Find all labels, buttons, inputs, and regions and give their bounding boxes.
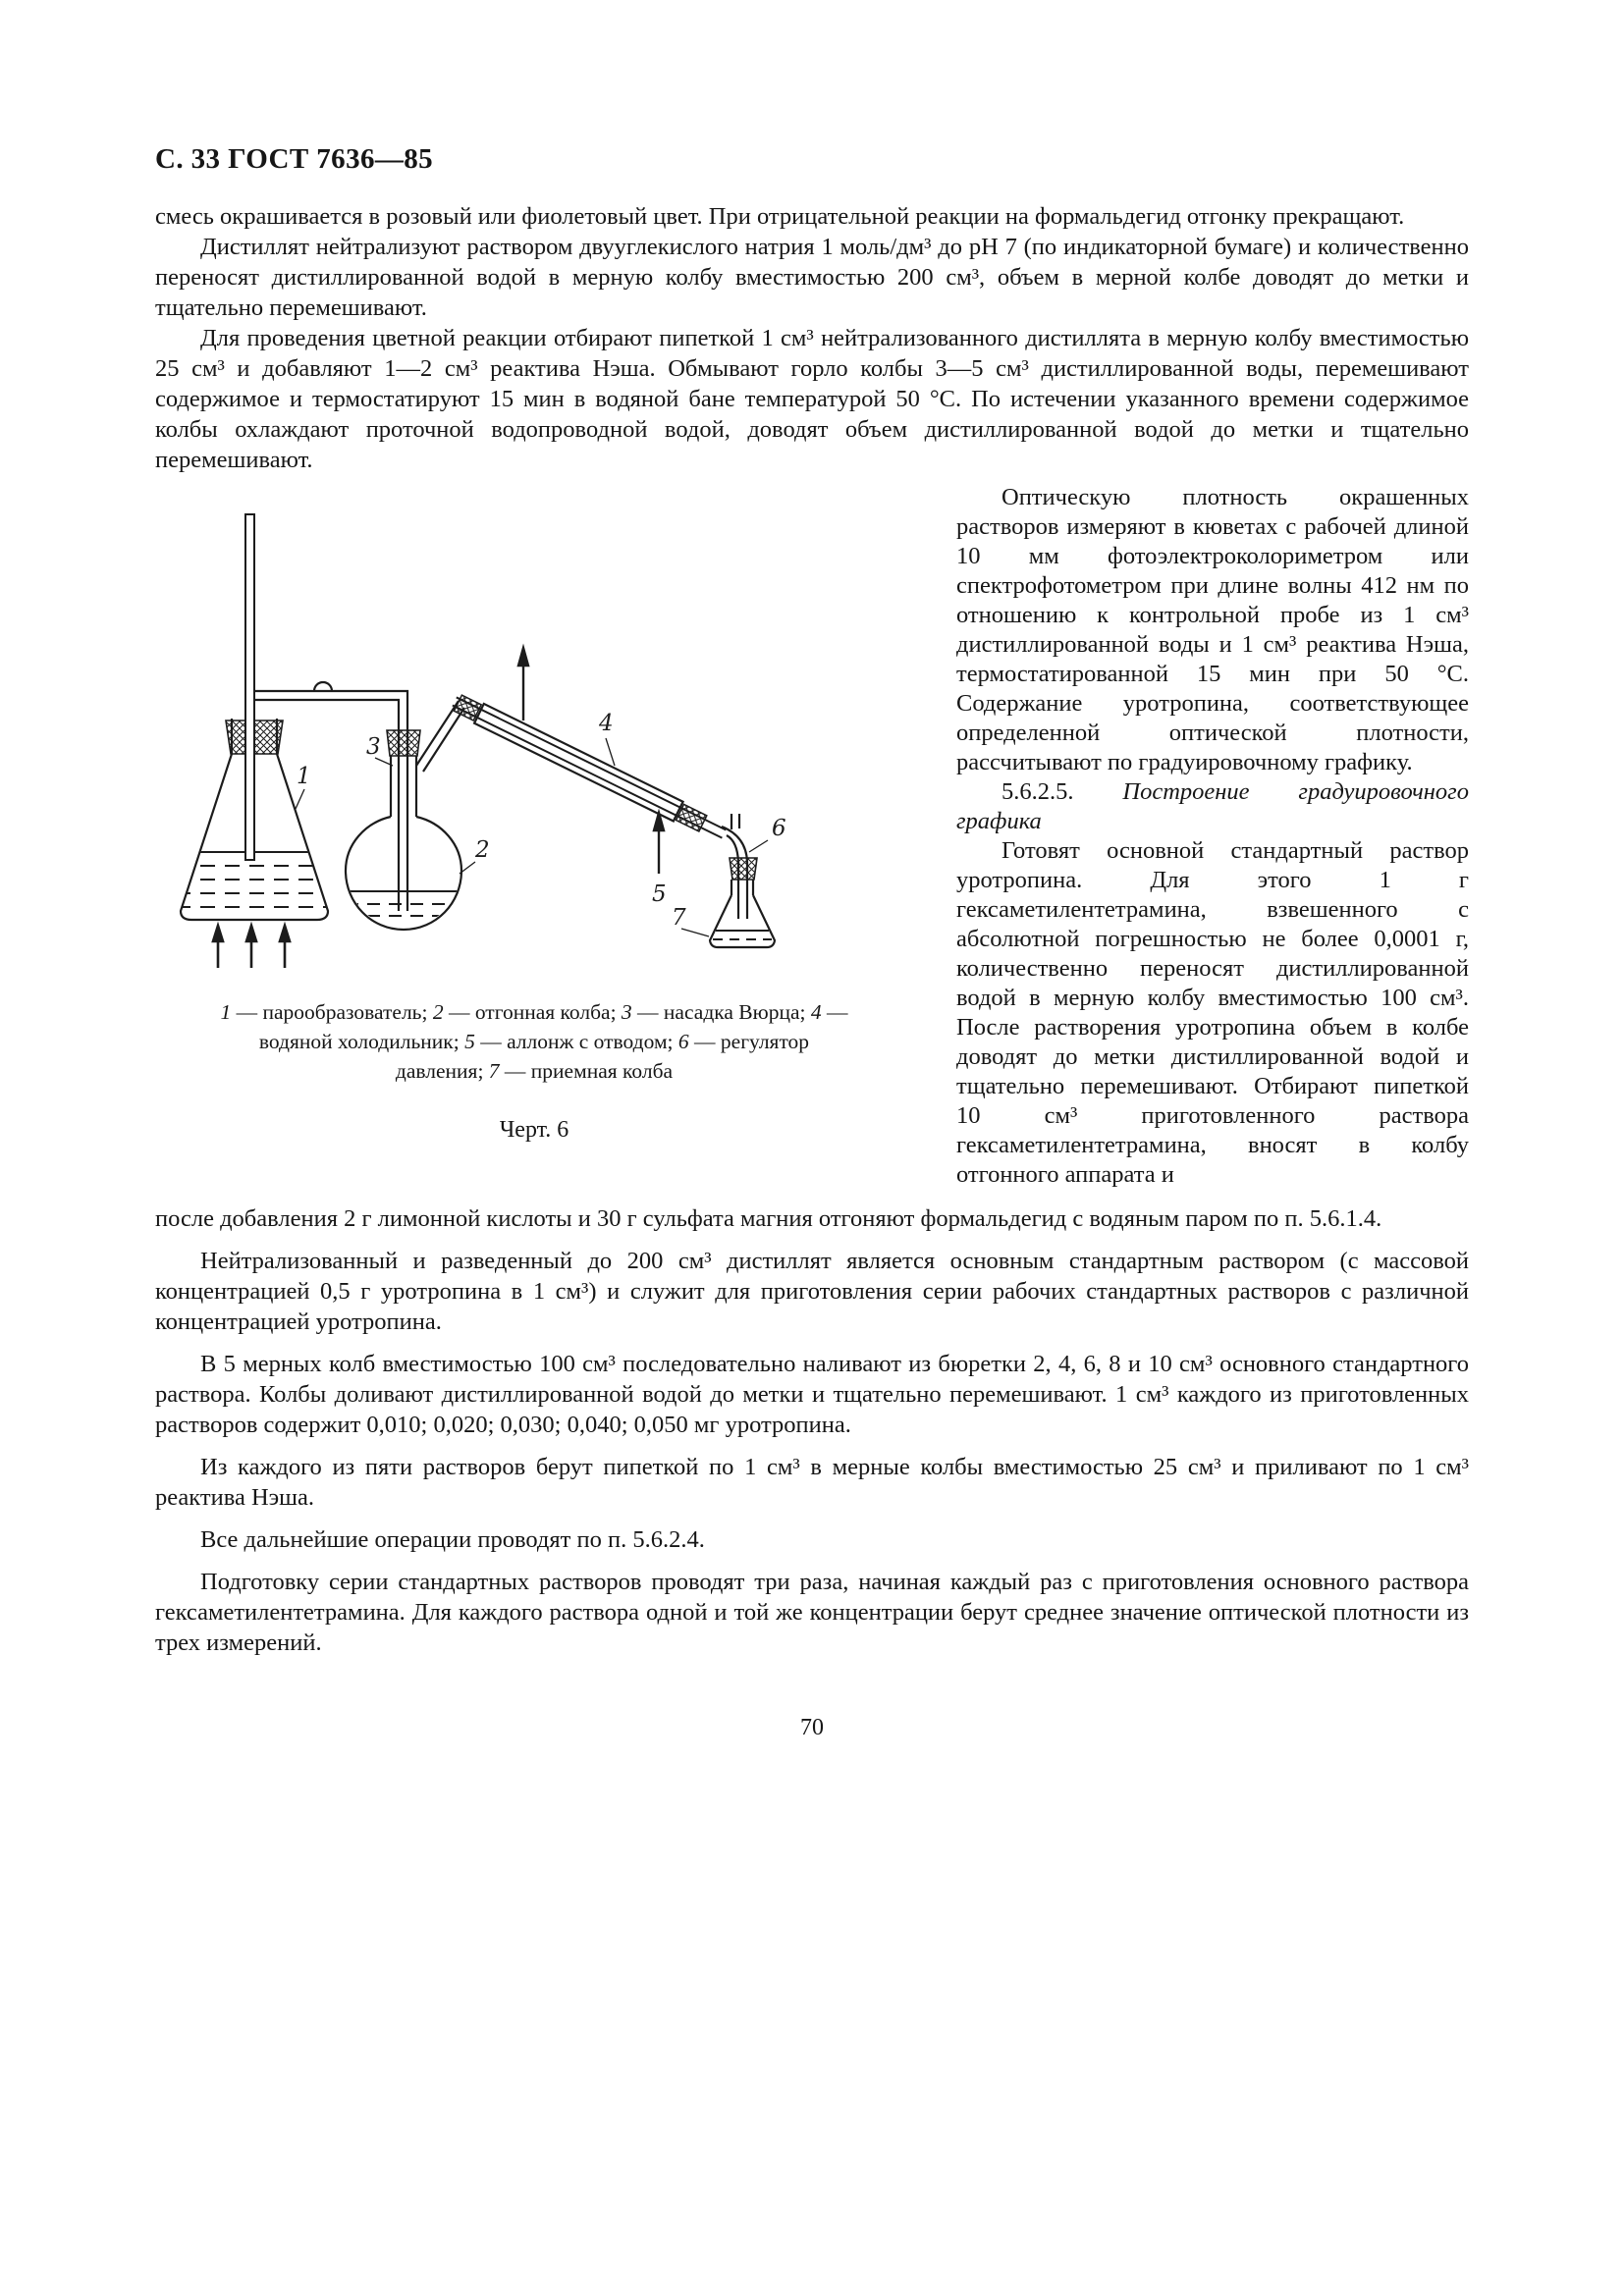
allonge-arrow-icon	[654, 813, 664, 874]
figure-legend: 1 — парообразователь; 2 — отгонная колба; 3 — насадка Вюрца; 4 — водяной холодильник; 5 — аллонж с отводом; 6 — регулятор давления; 7 — приемная колба	[220, 1000, 848, 1083]
paragraph-lower-5: Все дальнейшие операции проводят по п. 5.6.2.4.	[200, 1526, 705, 1553]
paragraph-right-2: Готовят основной стандартный раствор уротропина. Для этого 1 г гексаметилентетрамина, взвешенного с абсолютной погрешностью не более 0,0001 г, количественно переносят дистиллированной водой в мерную колбу вместимостью 100 см³. После растворения уротропина объем в колбе доводят до метки дистиллированной водой и тщательно перемешивают. Отбирают пипеткой 10 см³ приготовленного раствора гексаметилентетрамина, вносят в колбу отгонного аппарата и	[956, 837, 1469, 1188]
paragraph-lower-1: после добавления 2 г лимонной кислоты и 30 г сульфата магния отгоняют формальдегид с водяным паром по п. 5.6.1.4.	[155, 1205, 1382, 1232]
figure-label-5: 5	[652, 881, 667, 907]
page-header: С. 33 ГОСТ 7636—85	[155, 143, 434, 175]
clause-number: 5.6.2.5.	[1001, 778, 1074, 805]
heat-arrows-icon	[213, 926, 290, 968]
paragraph-lower-6: Подготовку серии стандартных растворов проводят три раза, начиная каждый раз с приготовления основного раствора гексаметилентетрамина. Для каждого раствора одной и той же концентрации берут среднее значение оптической плотности из трех измерений.	[155, 1569, 1469, 1656]
steam-tube	[254, 682, 407, 911]
paragraph-intro-2: Дистиллят нейтрализуют раствором двууглекислого натрия 1 моль/дм³ до рН 7 (по индикаторной бумаге) и количественно переносят дистиллированной водой в мерную колбу вместимостью 200 см³, объем в мерной колбе доводят до метки и тщательно перемешивают.	[155, 234, 1469, 321]
figure-label-4: 4	[599, 711, 614, 736]
paragraph-lower-2: Нейтрализованный и разведенный до 200 см³ дистиллят является основным стандартным раствором (с массовой концентрацией 0,5 г уротропина в 1 см³) и служит для приготовления серии рабочих стандартных растворов с различной концентрацией уротропина.	[155, 1248, 1469, 1335]
paragraph-lower-3: В 5 мерных колб вместимостью 100 см³ последовательно наливают из бюретки 2, 4, 6, 8 и 10 см³ основного стандартного раствора. Колбы доливают дистиллированной водой до метки и тщательно перемешивают. 1 см³ каждого из приготовленных растворов содержит 0,010; 0,020; 0,030; 0,040; 0,050 мг уротропина.	[155, 1351, 1469, 1438]
water-condenser	[450, 648, 729, 843]
paragraph-lower-4: Из каждого из пяти растворов берут пипеткой по 1 см³ в мерные колбы вместимостью 25 см³ и приливают по 1 см³ реактива Нэша.	[155, 1454, 1469, 1511]
figure-number: Черт. 6	[499, 1117, 569, 1143]
figure-label-1: 1	[297, 764, 311, 789]
right-column	[956, 483, 1469, 1190]
figure-and-text-region	[155, 483, 1469, 1190]
steam-generator-flask	[176, 514, 333, 920]
figure-leader-lines	[296, 738, 768, 936]
figure-label-6: 6	[772, 816, 786, 841]
receiving-flask	[710, 858, 775, 947]
paragraph-intro-1: смесь окрашивается в розовый или фиолетовый цвет. При отрицательной реакции на формальдегид отгонку прекращают.	[155, 203, 1405, 230]
clause-title: Построение градуировочного графика	[956, 778, 1469, 834]
clause-heading	[956, 777, 1469, 836]
figure-label-7: 7	[672, 905, 686, 931]
page-number: 70	[800, 1715, 824, 1740]
paragraph-intro-3: Для проведения цветной реакции отбирают пипеткой 1 см³ нейтрализованного дистиллята в мерную колбу вместимостью 25 см³ и добавляют 1—2 см³ реактива Нэша. Обмывают горло колбы 3—5 см³ дистиллированной воды, перемешивают содержимое и термостатируют 15 мин в водяной бане температурой 50 °С. По истечении указанного времени содержимое колбы охлаждают проточной водопроводной водой, доводят объем дистиллированной водой до метки и тщательно перемешивают.	[155, 325, 1469, 473]
figure-label-3: 3	[366, 734, 381, 760]
figure-block	[155, 483, 913, 1190]
paragraph-right-1: Оптическую плотность окрашенных растворов измеряют в кюветах с рабочей длиной 10 мм фотоэлектроколориметром или спектрофотометром при длине волны 412 нм по отношению к контрольной пробе из 1 см³ дистиллированной воды и 1 см³ реактива Нэша, термостатированной 15 мин при 50 °С. Содержание уротропина, соответствующее определенной оптической плотности, рассчитывают по градуировочному графику.	[956, 484, 1469, 775]
vapor-vent-arrow-icon	[518, 648, 528, 721]
figure-label-2: 2	[475, 837, 490, 863]
distillation-apparatus-figure	[171, 508, 897, 980]
intro-section	[155, 201, 1469, 475]
distillation-flask	[346, 730, 461, 930]
lower-section	[155, 1203, 1469, 1658]
